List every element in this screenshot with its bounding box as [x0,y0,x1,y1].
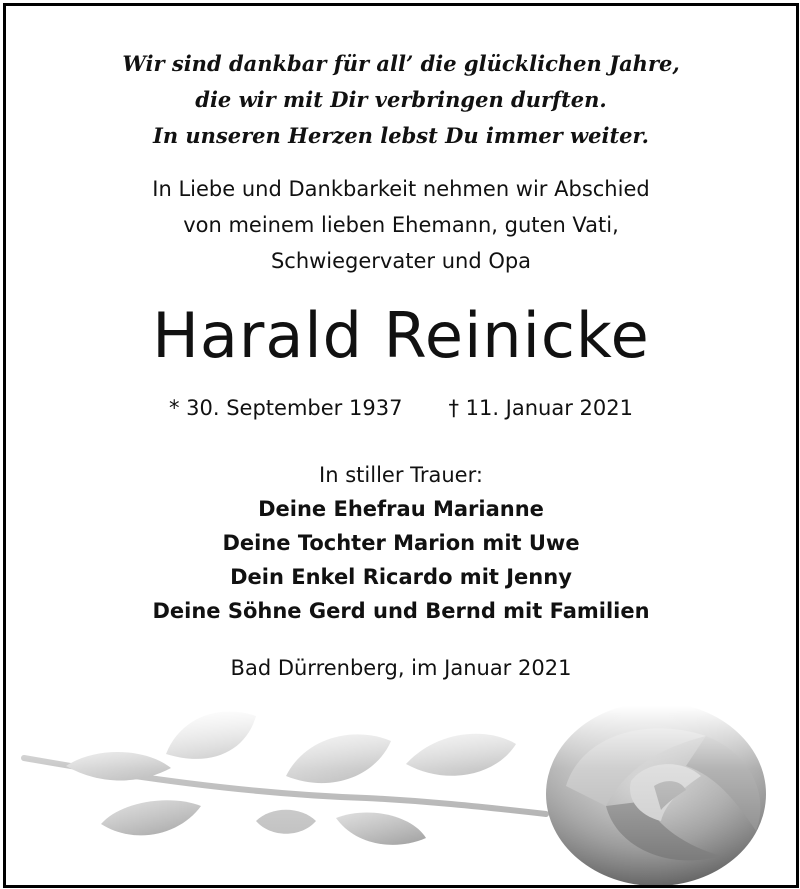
life-dates [6,390,796,426]
mourner-entry: Dein Enkel Ricardo mit Jenny [230,565,572,589]
deceased-name: Harald Reinicke [152,299,650,372]
intro-line: von meinem lieben Ehemann, guten Vati, [183,213,619,237]
mourner-entry: Deine Ehefrau Marianne [258,497,544,521]
rose-illustration [6,706,796,885]
poem-line: die wir mit Dir verbringen durften. [195,87,607,112]
mourners-list [6,458,796,628]
birth-date: * 30. September 1937 [168,396,403,420]
poem-line: In unseren Herzen lebst Du immer weiter. [153,123,649,148]
farewell-intro [6,171,796,279]
obituary-frame [3,3,799,888]
death-date: † 11. Januar 2021 [448,396,633,420]
mourners-heading: In stiller Trauer: [319,463,483,487]
intro-line: Schwiegervater und Opa [270,249,532,273]
poem-line: Wir sind dankbar für all’ die glücklichen Jahre, [122,51,680,76]
place-and-date: Bad Dürrenberg, im Januar 2021 [230,656,572,680]
memorial-poem [6,46,796,154]
mourner-entry: Deine Söhne Gerd und Bernd mit Familien [152,599,650,623]
intro-line: In Liebe und Dankbarkeit nehmen wir Abschied [152,177,650,201]
mourner-entry: Deine Tochter Marion mit Uwe [222,531,580,555]
